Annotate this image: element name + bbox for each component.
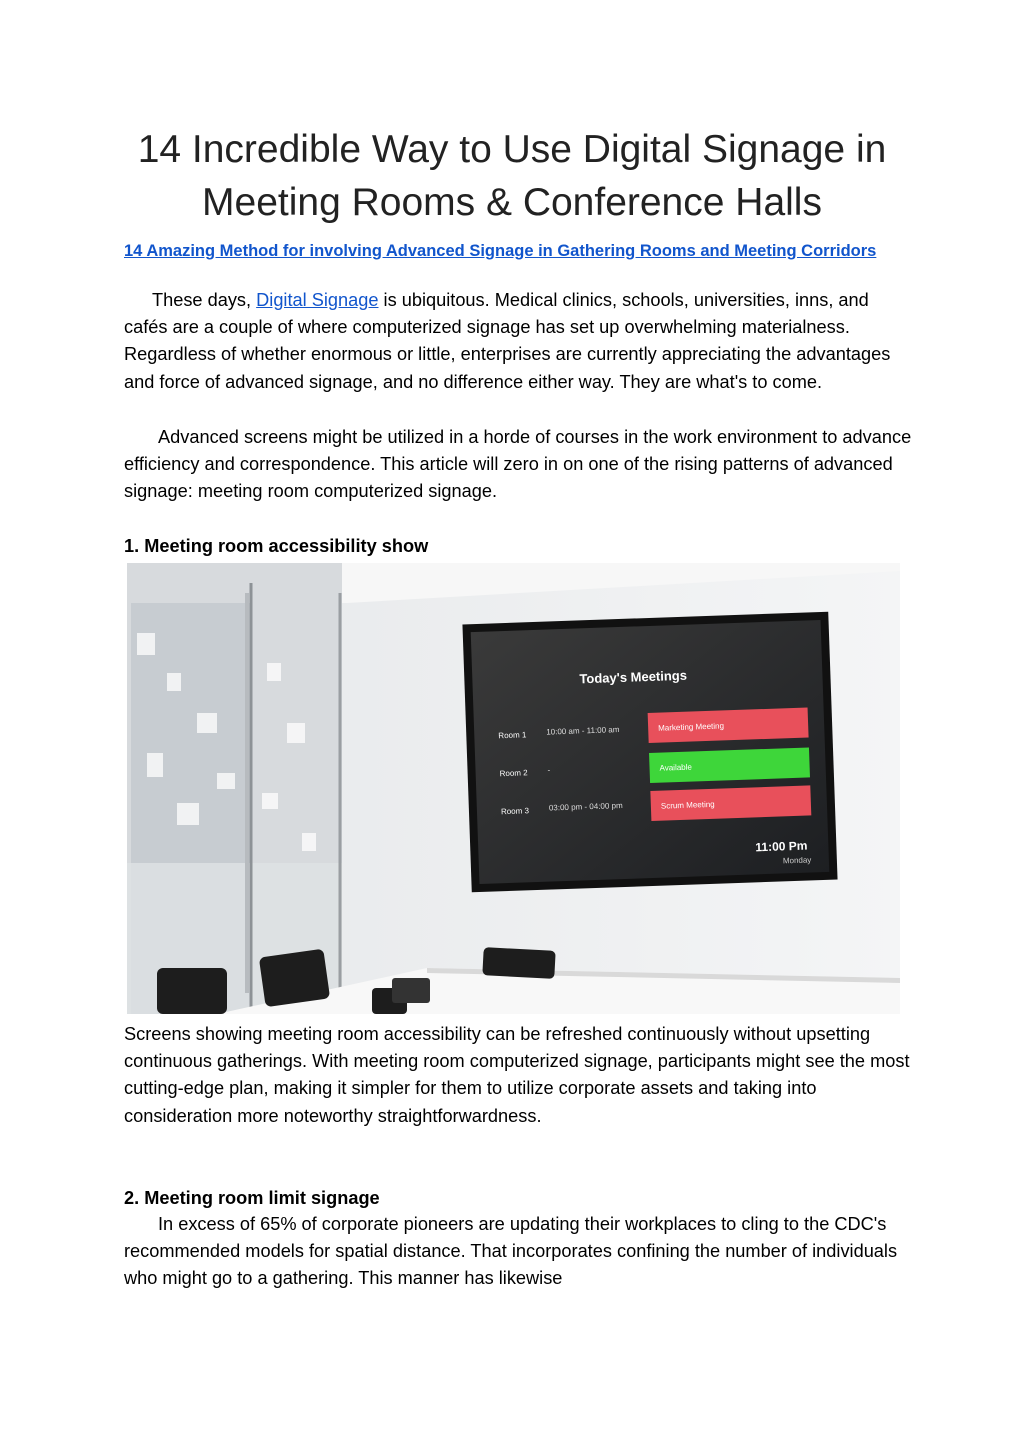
intro-p1-before: These days, xyxy=(152,290,257,310)
title-line-1: 14 Incredible Way to Use Digital Signage in xyxy=(137,128,887,171)
room-1-time: 10:00 am - 11:00 am xyxy=(546,725,620,737)
intro-paragraph-2: Advanced screens might be utilized in a horde of courses in the work environment to advance efficiency and correspondence. This article will zero in on one of the rising patterns of advanced signage: meeting room computerized signage. xyxy=(124,427,912,502)
room-1-name: Room 1 xyxy=(498,730,527,741)
room-2-status: Available xyxy=(659,762,693,773)
title-line-2: Meeting Rooms & Conference Halls xyxy=(202,181,822,224)
section-1-heading: 1. Meeting room accessibility show xyxy=(124,536,429,556)
section-2-body: In excess of 65% of corporate pioneers are updating their workplaces to cling to the CDC's recommended models for spatial distance. That incorporates confining the number of individuals who might go to a gathering. This manner has likewise xyxy=(124,1214,898,1289)
intro-paragraph-1 xyxy=(124,287,914,396)
intro-p1-after: is ubiquitous. Medical clinics, schools, universities, inns, and cafés are a couple of where computerized signage has set up overwhelming materialness. Regardless of whether enormous or little, enterprises are currently appreciating the advantages and force of advanced signage, and no difference either way. They are what's to come. xyxy=(124,290,891,392)
screen-heading: Today's Meetings xyxy=(579,667,688,687)
meeting-screen xyxy=(462,612,837,893)
section-2-heading: 2. Meeting room limit signage xyxy=(124,1188,380,1208)
room-1-status: Marketing Meeting xyxy=(658,721,725,733)
section-1-body: Screens showing meeting room accessibility can be refreshed continuously without upsetting continuous gatherings. With meeting room computerized signage, participants might see the most cutting-edge plan, making it simpler for them to utilize corporate assets and taking into consideration more noteworthy straightforwardness. xyxy=(124,1024,910,1126)
screen-clock: 11:00 Pm xyxy=(755,838,808,855)
document-title xyxy=(100,123,924,229)
digital-signage-link[interactable]: Digital Signage xyxy=(256,290,379,310)
subtitle-link[interactable]: 14 Amazing Method for involving Advanced Signage in Gathering Rooms and Meeting Corridors xyxy=(124,242,877,260)
room-2-time: - xyxy=(547,765,551,775)
room-3-name: Room 3 xyxy=(500,806,530,817)
room-3-time: 03:00 pm - 04:00 pm xyxy=(548,800,623,813)
room-2-name: Room 2 xyxy=(499,768,528,779)
meeting-room-photo xyxy=(127,563,900,1014)
screen-day: Monday xyxy=(782,855,812,866)
room-3-status: Scrum Meeting xyxy=(660,799,715,811)
